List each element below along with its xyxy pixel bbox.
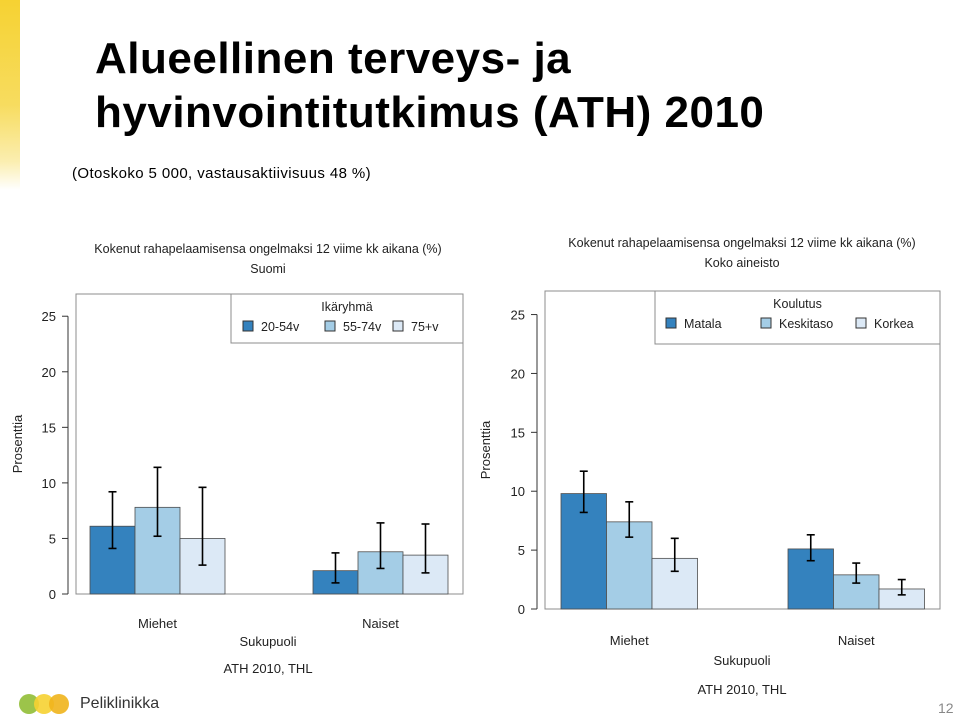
chart-title: Kokenut rahapelaamisensa ongelmaksi 12 viime kk aikana (%)	[94, 242, 442, 256]
legend-swatch	[666, 318, 676, 328]
legend-title: Ikäryhmä	[321, 300, 373, 314]
legend-label: 75+v	[411, 320, 439, 334]
y-tick-label: 0	[48, 587, 56, 602]
x-tick-label: Miehet	[137, 616, 178, 631]
x-tick-label: Miehet	[609, 633, 649, 648]
slide-subtitle: (Otoskoko 5 000, vastausaktiivisuus 48 %)	[72, 165, 372, 182]
y-axis-label: Prosenttia	[10, 414, 25, 474]
x-axis-label: Sukupuoli	[713, 653, 771, 668]
slide-title-line2: hyvinvointitutkimus (ATH) 2010	[95, 88, 765, 137]
chart-title: Kokenut rahapelaamisensa ongelmaksi 12 viime kk aikana (%)	[568, 236, 916, 250]
legend-swatch	[393, 321, 403, 331]
page-number: 12	[938, 700, 954, 716]
slide-title-line1: Alueellinen terveys- ja	[95, 34, 572, 83]
legend-label: Matala	[684, 317, 722, 331]
legend-swatch	[325, 321, 335, 331]
legend-title: Koulutus	[773, 297, 822, 311]
legend-label: Keskitaso	[779, 317, 834, 331]
y-tick-label: 25	[41, 309, 56, 325]
legend-swatch	[856, 318, 866, 328]
x-tick-label: Naiset	[837, 633, 875, 648]
legend-label: 55-74v	[343, 320, 382, 334]
chart-education	[470, 0, 950, 721]
peliklinikka-logo-icon	[18, 690, 78, 718]
y-tick-label: 20	[510, 366, 525, 382]
y-tick-label: 0	[517, 602, 525, 617]
legend-swatch	[761, 318, 771, 328]
chart-age-groups	[0, 0, 470, 721]
x-tick-label: Naiset	[362, 616, 399, 631]
legend-swatch	[243, 321, 253, 331]
y-tick-label: 10	[41, 475, 56, 491]
chart-source: ATH 2010, THL	[223, 661, 313, 676]
y-tick-label: 10	[510, 484, 525, 500]
legend-label: 20-54v	[261, 320, 300, 334]
y-tick-label: 5	[48, 531, 56, 547]
chart-subtitle: Suomi	[250, 262, 286, 276]
logo-text: Peliklinikka	[80, 695, 160, 712]
legend-label: Korkea	[874, 317, 914, 331]
chart-subtitle: Koko aineisto	[704, 256, 780, 270]
y-axis-label: Prosenttia	[478, 420, 493, 480]
y-tick-label: 20	[41, 364, 56, 380]
y-tick-label: 5	[517, 543, 525, 559]
y-tick-label: 15	[41, 420, 56, 436]
y-tick-label: 25	[510, 307, 525, 323]
x-axis-label: Sukupuoli	[239, 634, 297, 649]
chart-source: ATH 2010, THL	[697, 682, 787, 697]
y-tick-label: 15	[510, 425, 525, 441]
